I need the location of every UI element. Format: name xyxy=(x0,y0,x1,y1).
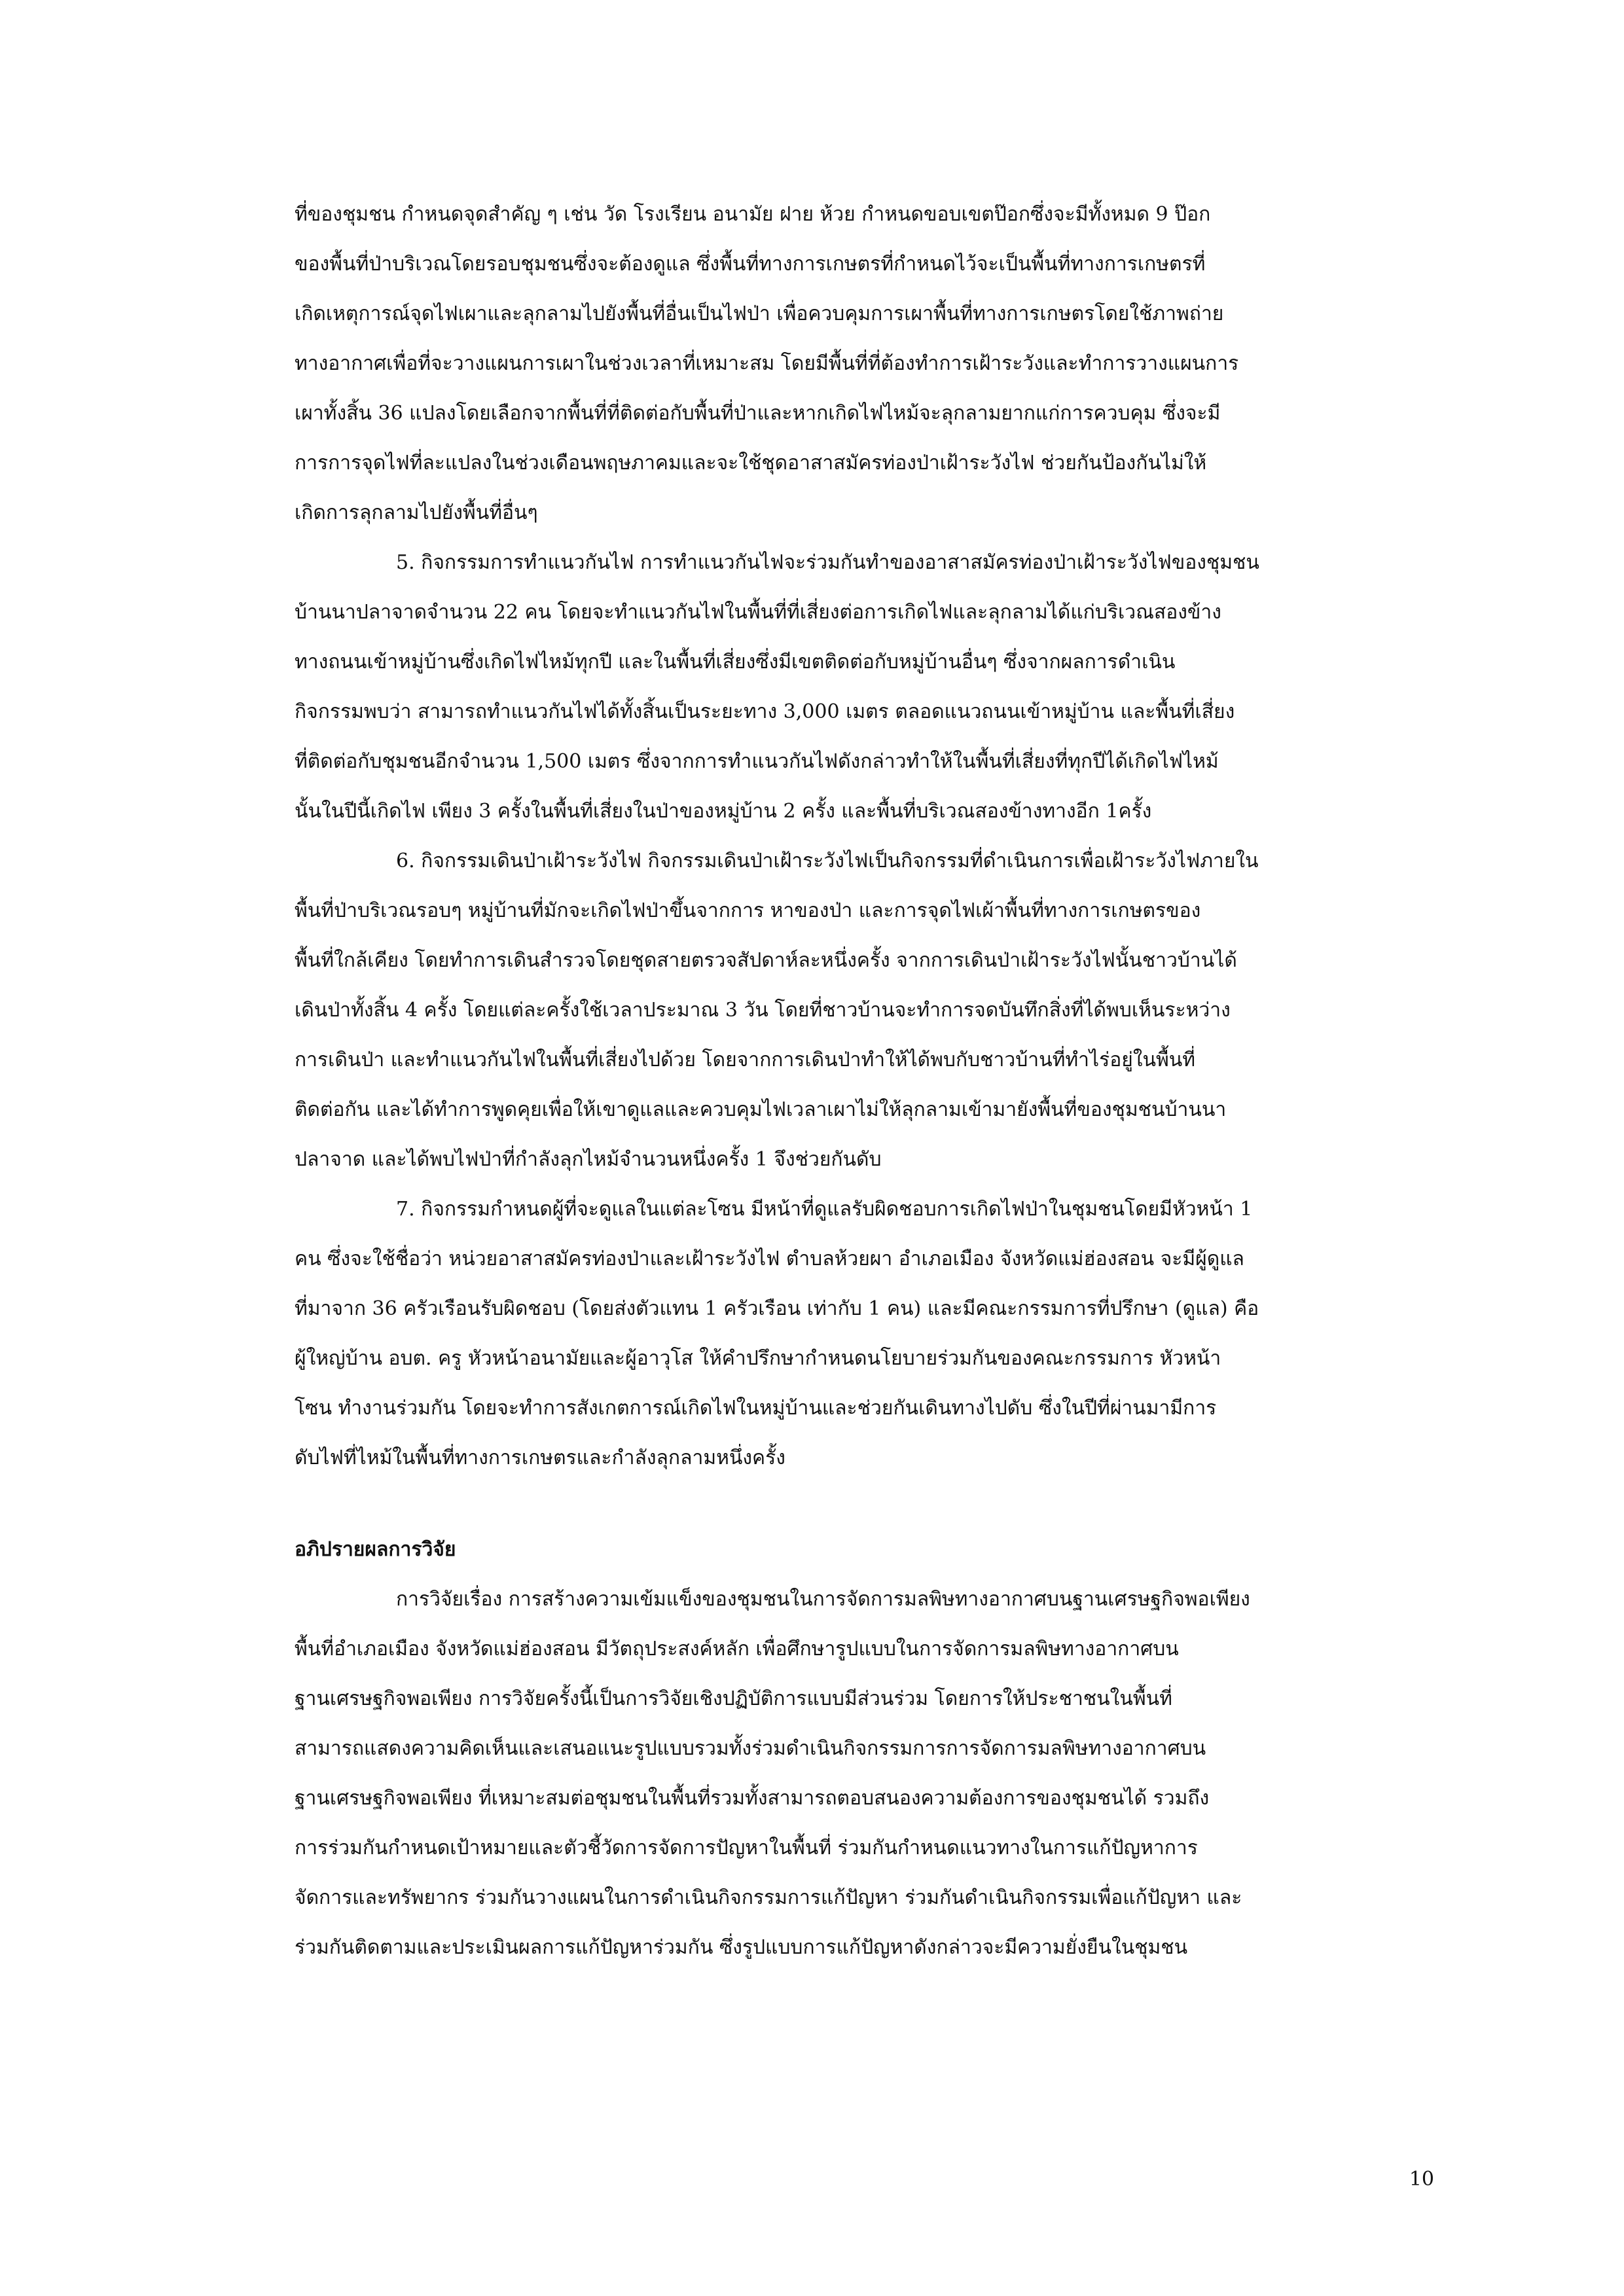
text-line: นั้นในปีนี้เกิดไฟ เพียง 3 ครั้งในพื้นที่เสี่ยงในป่าของหมู่บ้าน 2 ครั้ง และพื้นที่บริเวณสองข้างทางอีก 1ครั้ง xyxy=(295,800,1152,823)
text-line: คน ซึ่งจะใช้ชื่อว่า หน่วยอาสาสมัครท่องป่าและเฝ้าระวังไฟ ตำบลห้วยผา อำเภอเมือง จังหวัดแม่ฮ่องสอน จะมีผู้ดูแล xyxy=(295,1247,1244,1270)
text-line: จัดการและทรัพยากร ร่วมกันวางแผนในการดำเนินกิจกรรมการแก้ปัญหา ร่วมกันดำเนินกิจกรรมเพื่อแก้ปัญหา และ xyxy=(295,1886,1242,1909)
section-heading: อภิปรายผลการวิจัย xyxy=(295,1538,456,1561)
text-line: ฐานเศรษฐกิจพอเพียง ที่เหมาะสมต่อชุมชนในพื้นที่รวมทั้งสามารถตอบสนองความต้องการของชุมชนได้ รวมถึง xyxy=(295,1787,1210,1810)
text-line: ทางอากาศเพื่อที่จะวางแผนการเผาในช่วงเวลาที่เหมาะสม โดยมีพื้นที่ที่ต้องทำการเฝ้าระวังและทำการวางแผนการ xyxy=(295,352,1239,375)
paragraph-activity-5 xyxy=(295,538,1434,836)
text-line: การการจุดไฟที่ละแปลงในช่วงเดือนพฤษภาคมและจะใช้ชุดอาสาสมัครท่องป่าเฝ้าระวังไฟ ช่วยกันป้องกันไม่ให้ xyxy=(295,452,1207,475)
text-line: ที่มาจาก 36 ครัวเรือนรับผิดชอบ (โดยส่งตัวแทน 1 ครัวเรือน เท่ากับ 1 คน) และมีคณะกรรมการที่ปรึกษา (ดูแล) คือ xyxy=(295,1297,1259,1320)
text-line: พื้นที่อำเภอเมือง จังหวัดแม่ฮ่องสอน มีวัตถุประสงค์หลัก เพื่อศึกษารูปแบบในการจัดการมลพิษทางอากาศบน xyxy=(295,1638,1179,1660)
text-line: ของพื้นที่ป่าบริเวณโดยรอบชุมชนซึ่งจะต้องดูแล ซึ่งพื้นที่ทางการเกษตรที่กำหนดไว้จะเป็นพื้นที่ทางการเกษตรที่ xyxy=(295,253,1206,276)
text-line: เกิดการลุกลามไปยังพื้นที่อื่นๆ xyxy=(295,501,538,524)
text-line: 7. กิจกรรมกำหนดผู้ที่จะดูแลในแต่ละโซน มีหน้าที่ดูแลรับผิดชอบการเกิดไฟป่าในชุมชนโดยมีหัวหน้า 1 xyxy=(396,1198,1253,1221)
text-line: บ้านนาปลาจาดจำนวน 22 คน โดยจะทำแนวกันไฟในพื้นที่ที่เสี่ยงต่อการเกิดไฟและลุกลามได้แก่บริเวณสองข้าง xyxy=(295,601,1221,624)
text-line: ที่ติดต่อกับชุมชนอีกจำนวน 1,500 เมตร ซึ่งจากการทำแนวกันไฟดังกล่าวทำให้ในพื้นที่เสี่ยงที่ทุกปีได้เกิดไฟไหม้ xyxy=(295,750,1219,773)
paragraph-continued xyxy=(295,190,1434,538)
section-spacer xyxy=(295,1483,1434,1525)
text-line: ฐานเศรษฐกิจพอเพียง การวิจัยครั้งนี้เป็นการวิจัยเชิงปฏิบัติการแบบมีส่วนร่วม โดยการให้ประชาชนในพื้นที่ xyxy=(295,1687,1172,1710)
text-line: ดับไฟที่ไหม้ในพื้นที่ทางการเกษตรและกำลังลุกลามหนึ่งครั้ง xyxy=(295,1446,785,1469)
text-line: การวิจัยเรื่อง การสร้างความเข้มแข็งของชุมชนในการจัดการมลพิษทางอากาศบนฐานเศรษฐกิจพอเพียง xyxy=(396,1588,1250,1611)
text-line: ติดต่อกัน และได้ทำการพูดคุยเพื่อให้เขาดูแลและควบคุมไฟเวลาเผาไม่ให้ลุกลามเข้ามายังพื้นที่ของชุมชนบ้านนา xyxy=(295,1098,1227,1121)
text-line: 5. กิจกรรมการทำแนวกันไฟ การทำแนวกันไฟจะร่วมกันทำของอาสาสมัครท่องป่าเฝ้าระวังไฟของชุมชน xyxy=(396,551,1259,574)
paragraph-activity-7 xyxy=(295,1185,1434,1483)
text-line: เดินป่าทั้งสิ้น 4 ครั้ง โดยแต่ละครั้งใช้เวลาประมาณ 3 วัน โดยที่ชาวบ้านจะทำการจดบันทึกสิ่งที่ได้พบเห็นระหว่าง xyxy=(295,999,1231,1022)
text-line: 6. กิจกรรมเดินป่าเฝ้าระวังไฟ กิจกรรมเดินป่าเฝ้าระวังไฟเป็นกิจกรรมที่ดำเนินการเพื่อเฝ้าระวังไฟภายใน xyxy=(396,850,1259,872)
text-line: พื้นที่ป่าบริเวณรอบๆ หมู่บ้านที่มักจะเกิดไฟป่าขึ้นจากการ หาของป่า และการจุดไฟเผ้าพื้นที่ทางการเกษตรของ xyxy=(295,899,1201,922)
text-line: เผาทั้งสิ้น 36 แปลงโดยเลือกจากพื้นที่ที่ติดต่อกับพื้นที่ป่าและหากเกิดไฟไหม้จะลุกลามยากแก่การควบคุม ซึ่งจะมี xyxy=(295,402,1221,425)
paragraph-activity-6 xyxy=(295,836,1434,1185)
text-line: สามารถแสดงความคิดเห็นและเสนอแนะรูปแบบรวมทั้งร่วมดำเนินกิจกรรมการการจัดการมลพิษทางอากาศบน xyxy=(295,1737,1206,1760)
text-line: เกิดเหตุการณ์จุดไฟเผาและลุกลามไปยังพื้นที่อื่นเป็นไฟป่า เพื่อควบคุมการเผาพื้นที่ทางการเกษตรโดยใช้ภาพถ่าย xyxy=(295,302,1224,325)
text-line: พื้นที่ใกล้เคียง โดยทำการเดินสำรวจโดยชุดสายตรวจสัปดาห์ละหนึ่งครั้ง จากการเดินป่าเฝ้าระวังไฟนั้นชาวบ้านได้ xyxy=(295,949,1237,972)
text-line: ที่ของชุมชน กำหนดจุดสำคัญ ๆ เช่น วัด โรงเรียน อนามัย ฝาย ห้วย กำหนดขอบเขตป๊อกซึ่งจะมีทั้งหมด 9 ป๊อก xyxy=(295,203,1211,226)
body-text xyxy=(295,190,1434,1973)
text-line: การร่วมกันกำหนดเป้าหมายและตัวชี้วัดการจัดการปัญหาในพื้นที่ ร่วมกันกำหนดแนวทางในการแก้ปัญหาการ xyxy=(295,1837,1198,1859)
text-line: ร่วมกันติดตามและประเมินผลการแก้ปัญหาร่วมกัน ซึ่งรูปแบบการแก้ปัญหาดังกล่าวจะมีความยั่งยืนในชุมชน xyxy=(295,1936,1188,1959)
text-line: การเดินป่า และทำแนวกันไฟในพื้นที่เสี่ยงไปด้วย โดยจากการเดินป่าทำให้ได้พบกับชาวบ้านที่ทำไร่อยู่ในพื้นที่ xyxy=(295,1049,1196,1071)
text-line: ทางถนนเข้าหมู่บ้านซึ่งเกิดไฟไหม้ทุกปี และในพื้นที่เสี่ยงซึ่งมีเขตติดต่อกับหมู่บ้านอื่นๆ ซึ่งจากผลการดำเนิน xyxy=(295,651,1176,673)
page-number: 10 xyxy=(1409,2168,1434,2191)
discussion-section xyxy=(295,1525,1434,1973)
text-line: ปลาจาด และได้พบไฟป่าที่กำลังลุกไหม้จำนวนหนึ่งครั้ง 1 จึงช่วยกันดับ xyxy=(295,1148,882,1171)
text-line: ผู้ใหญ่บ้าน อบต. ครู หัวหน้าอนามัยและผู้อาวุโส ให้คำปรึกษากำหนดนโยบายร่วมกันของคณะกรรมการ หัวหน้า xyxy=(295,1347,1221,1370)
text-line: กิจกรรมพบว่า สามารถทำแนวกันไฟได้ทั้งสิ้นเป็นระยะทาง 3,000 เมตร ตลอดแนวถนนเข้าหมู่บ้าน และพื้นที่เสี่ยง xyxy=(295,700,1235,723)
text-line: โซน ทำงานร่วมกัน โดยจะทำการสังเกตการณ์เกิดไฟในหมู่บ้านและช่วยกันเดินทางไปดับ ซึ่งในปีที่ผ่านมามีการ xyxy=(295,1397,1217,1420)
